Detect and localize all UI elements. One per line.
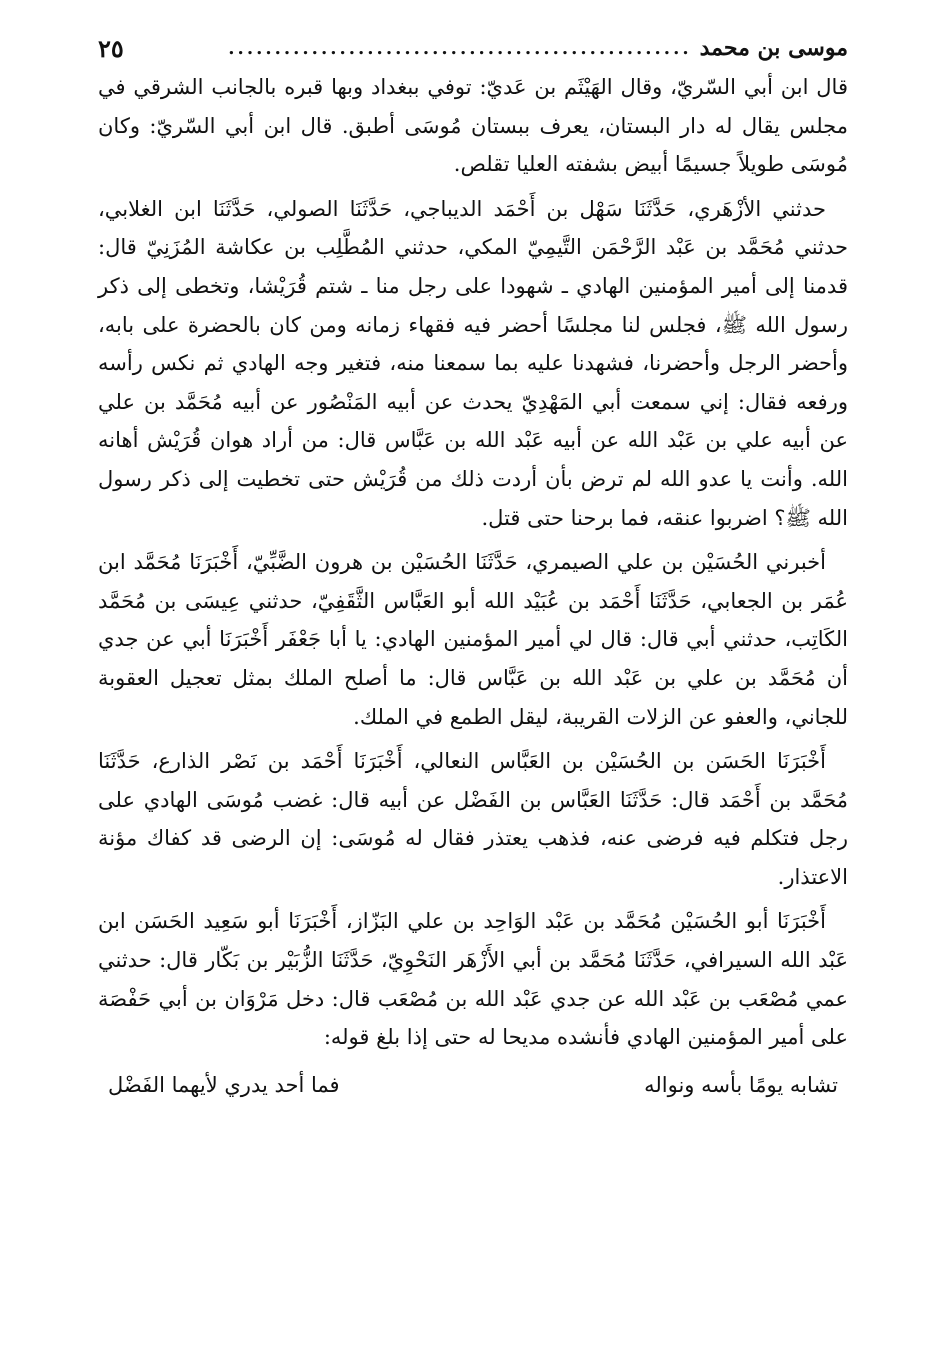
paragraph-4: أَخْبَرَنَا الحَسَن بن الحُسَيْن بن العَبَّاس النعالي، أَخْبَرَنَا أَحْمَد بن نَصْر الذارع، حَدَّثَنَا مُحَمَّد بن أَحْمَد قال: حَدَّثَنَا العَبَّاس بن الفَضْل عن أبيه قال: غضب مُوسَى الهادي على رجل فتكلم فيه فرضى عنه، فذهب يعتذر فقال له مُوسَى: إن الرضى قد كفاك مؤنة الاعتذار. bbox=[98, 749, 848, 889]
paragraph-1: قال ابن أبي السّريّ، وقال الهَيْثَم بن عَديّ: توفي ببغداد وبها قبره بالجانب الشرقي في مجلس يقال له دار البستان، يعرف ببستان مُوسَى أطبق. قال ابن أبي السّريّ: وكان مُوسَى طويلاً جسيمًا أبيض بشفته العليا تقلص. bbox=[98, 75, 848, 177]
chapter-title: موسى بن محمد bbox=[699, 35, 848, 61]
leader-dots: .................................................. bbox=[228, 37, 692, 59]
verse-first-hemistich: تشابه يومًا بأسه ونواله bbox=[644, 1072, 838, 1097]
paragraph-2: حدثني الأزْهَري، حَدَّثَنَا سَهْل بن أَحْمَد الديباجي، حَدَّثَنَا الصولي، حَدَّثَنَا ابن الغلابي، حدثني مُحَمَّد بن عَبْد الرَّحْمَن التَّيمِيّ المكي، حدثني المُطَّلِب بن عكاشة المُزَنِيّ قال: قدمنا إلى أمير المؤمنين الهادي ـ شهودا على رجل منا ـ شتم قُرَيْشا، وتخطى إلى ذكر رسول الله ﷺ، فجلس لنا مجلسًا أحضر فيه فقهاء زمانه ومن كان بالحضرة على بابه، وأحضر الرجل وأحضرنا، فشهدنا عليه بما سمعنا منه، فتغير وجه الهادي ثم نكس رأسه ورفعه فقال: إني سمعت أبي المَهْدِيّ يحدث عن أبيه المَنْصُور عن أبيه مُحَمَّد بن علي عن أبيه علي بن عَبْد الله عن أبيه عَبْد الله بن عَبَّاس قال: من أراد هوان قُرَيْش أهانه الله. وأنت يا عدو الله لم ترض بأن أردت ذلك من قُرَيْش حتى تخطيت إلى ذكر رسول الله ﷺ؟ اضربوا عنقه، فما برحنا حتى قتل. bbox=[98, 196, 848, 530]
verse-second-hemistich: فما أحد يدري لأيهما الفَضْل bbox=[108, 1072, 340, 1097]
book-page bbox=[98, 28, 848, 1348]
paragraph-5: أَخْبَرَنَا أبو الحُسَيْن مُحَمَّد بن عَبْد الوَاحِد بن علي البَزّاز، أَخْبَرَنَا أبو سَعِيد الحَسَن ابن عَبْد الله السيرافي، حَدَّثَنَا مُحَمَّد بن أبي الأَزْهَر النَحْوِيّ، حَدَّثَنَا الزُّبَيْر بن بَكّار قال: حدثني عمي مُصْعَب بن عَبْد الله عن جدي عَبْد الله بن مُصْعَب قال: دخل مَرْوَان بن أبي حَفْصَة على أمير المؤمنين الهادي فأنشده مديحا له حتى إذا بلغ قوله: bbox=[98, 909, 848, 1050]
body-text bbox=[98, 68, 848, 1057]
page-number: ٢٥ bbox=[98, 33, 124, 63]
poetry-verse bbox=[98, 1065, 848, 1105]
paragraph-3: أخبرني الحُسَيْن بن علي الصيمري، حَدَّثَنَا الحُسَيْن بن هرون الضَّبِّيّ، أَخْبَرَنَا مُحَمَّد ابن عُمَر بن الجعابي، حَدَّثَنَا أَحْمَد بن عُبَيْد الله أبو العَبَّاس الثَّقَفِيّ، حدثني عِيسَى بن مُحَمَّد الكَاتِب، حدثني أبي قال: قال لي أمير المؤمنين الهادي: يا أبا جَعْفَر أَخْبَرَنَا أبي عن جدي أن مُحَمَّد بن علي بن عَبْد الله بن عَبَّاس قال: ما أصلح الملك بمثل تعجيل العقوبة للجاني، والعفو عن الزلات القريبة، ليقل الطمع في الملك. bbox=[98, 550, 848, 729]
running-header bbox=[98, 28, 848, 68]
